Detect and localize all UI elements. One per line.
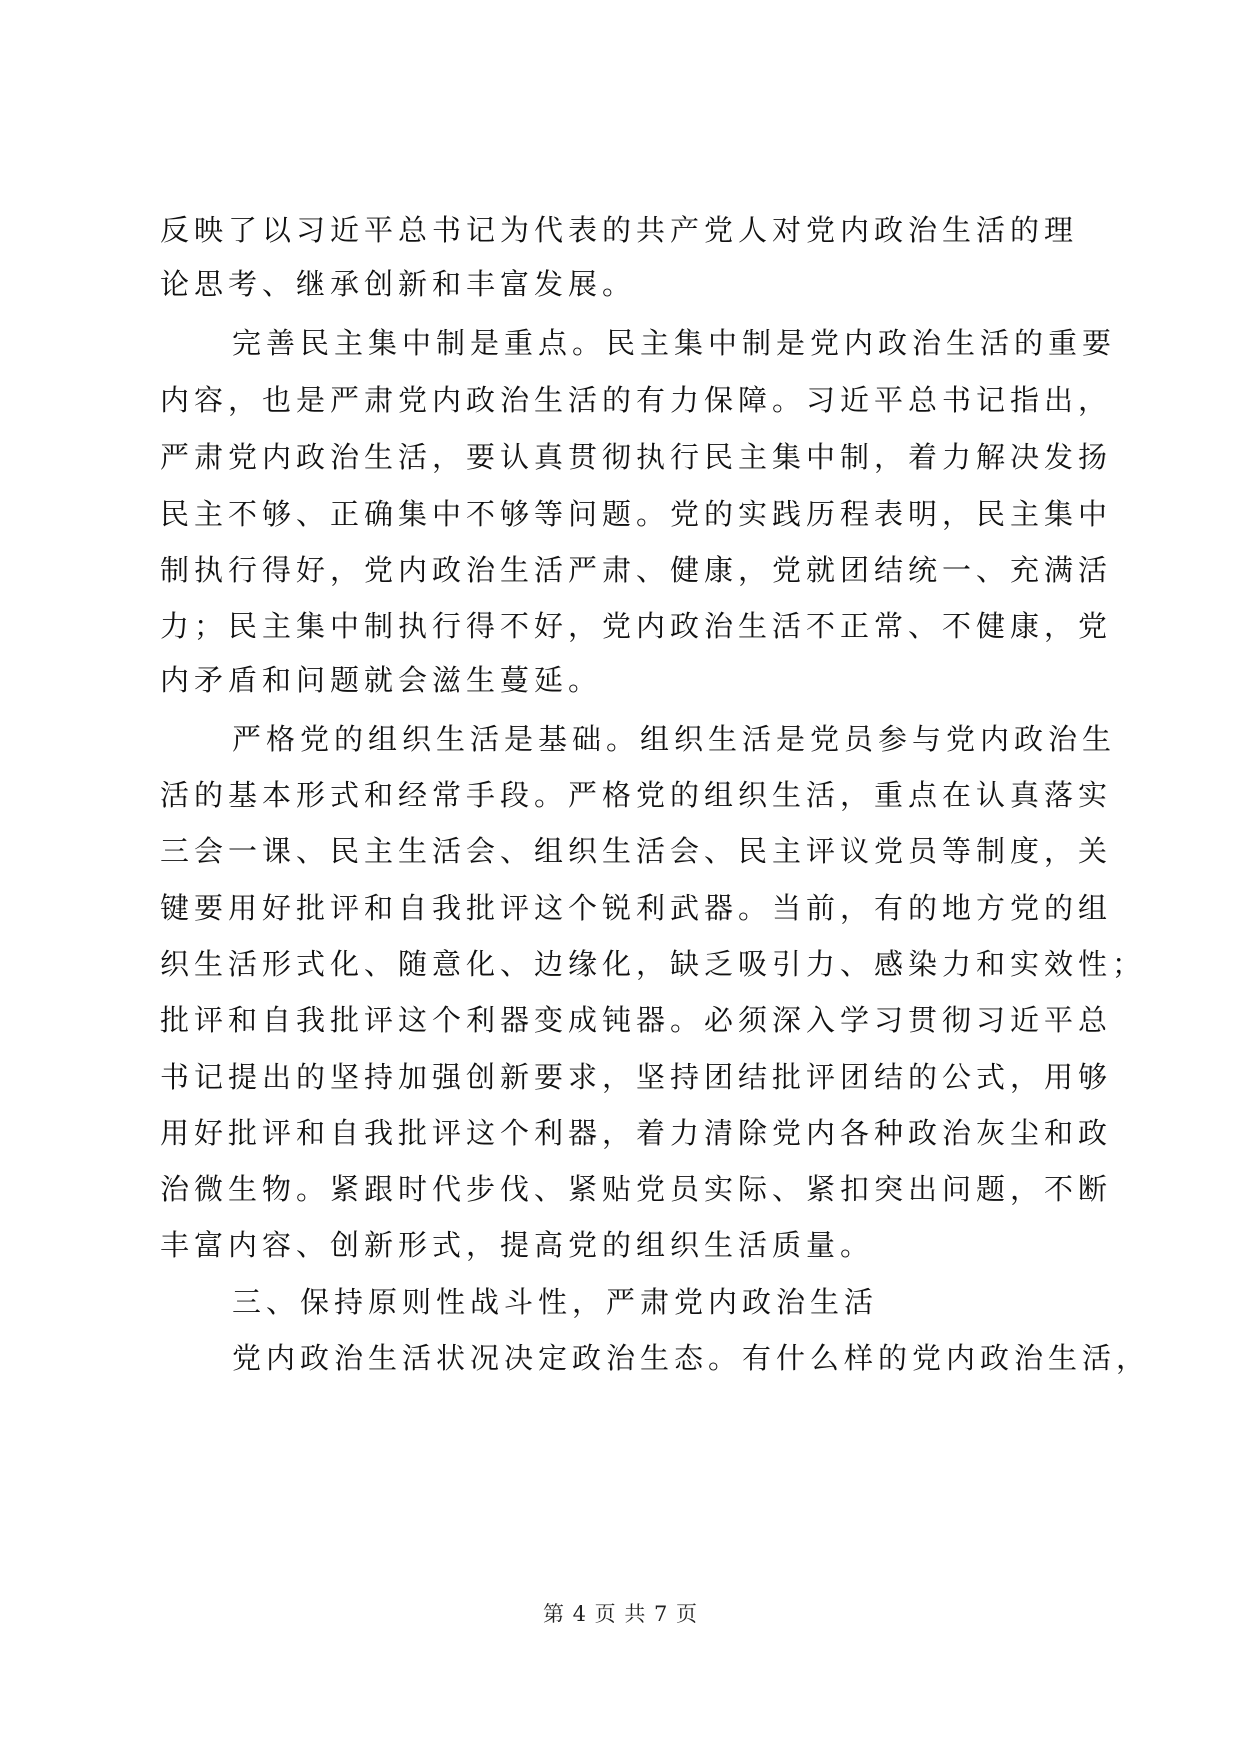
text-line: 力；民主集中制执行得不好，党内政治生活不正常、不健康，党: [160, 609, 1113, 643]
text-line: 内容，也是严肃党内政治生活的有力保障。习近平总书记指出，: [160, 383, 1113, 417]
paragraph-first-line: 完善民主集中制是重点。民主集中制是党内政治生活的重要: [232, 326, 1117, 360]
text-line: 论思考、继承创新和丰富发展。: [160, 267, 637, 301]
text-line: 民主不够、正确集中不够等问题。党的实践历程表明，民主集中: [160, 497, 1113, 531]
page-footer: 第 4 页 共 7 页: [542, 1602, 699, 1626]
text-line: 书记提出的坚持加强创新要求，坚持团结批评团结的公式，用够: [160, 1060, 1113, 1094]
paragraph-first-line: 严格党的组织生活是基础。组织生活是党员参与党内政治生: [232, 722, 1117, 756]
paragraph-first-line: 党内政治生活状况决定政治生态。有什么样的党内政治生活，: [232, 1341, 1151, 1375]
text-line: 批评和自我批评这个利器变成钝器。必须深入学习贯彻习近平总: [160, 1003, 1113, 1037]
text-line: 制执行得好，党内政治生活严肃、健康，党就团结统一、充满活: [160, 553, 1113, 587]
text-line: 丰富内容、创新形式，提高党的组织生活质量。: [160, 1228, 875, 1262]
text-line: 严肃党内政治生活，要认真贯彻执行民主集中制，着力解决发扬: [160, 440, 1113, 474]
text-line: 三会一课、民主生活会、组织生活会、民主评议党员等制度，关: [160, 834, 1113, 868]
text-line: 用好批评和自我批评这个利器，着力清除党内各种政治灰尘和政: [160, 1116, 1113, 1150]
text-line: 活的基本形式和经常手段。严格党的组织生活，重点在认真落实: [160, 778, 1113, 812]
text-line: 织生活形式化、随意化、边缘化，缺乏吸引力、感染力和实效性；: [160, 947, 1147, 981]
text-line: 反映了以习近平总书记为代表的共产党人对党内政治生活的理: [160, 213, 1079, 247]
text-line: 内矛盾和问题就会滋生蔓延。: [160, 663, 603, 697]
text-line: 治微生物。紧跟时代步伐、紧贴党员实际、紧扣突出问题，不断: [160, 1172, 1113, 1206]
section-heading: 三、保持原则性战斗性，严肃党内政治生活: [232, 1285, 879, 1319]
text-line: 键要用好批评和自我批评这个锐利武器。当前，有的地方党的组: [160, 891, 1113, 925]
